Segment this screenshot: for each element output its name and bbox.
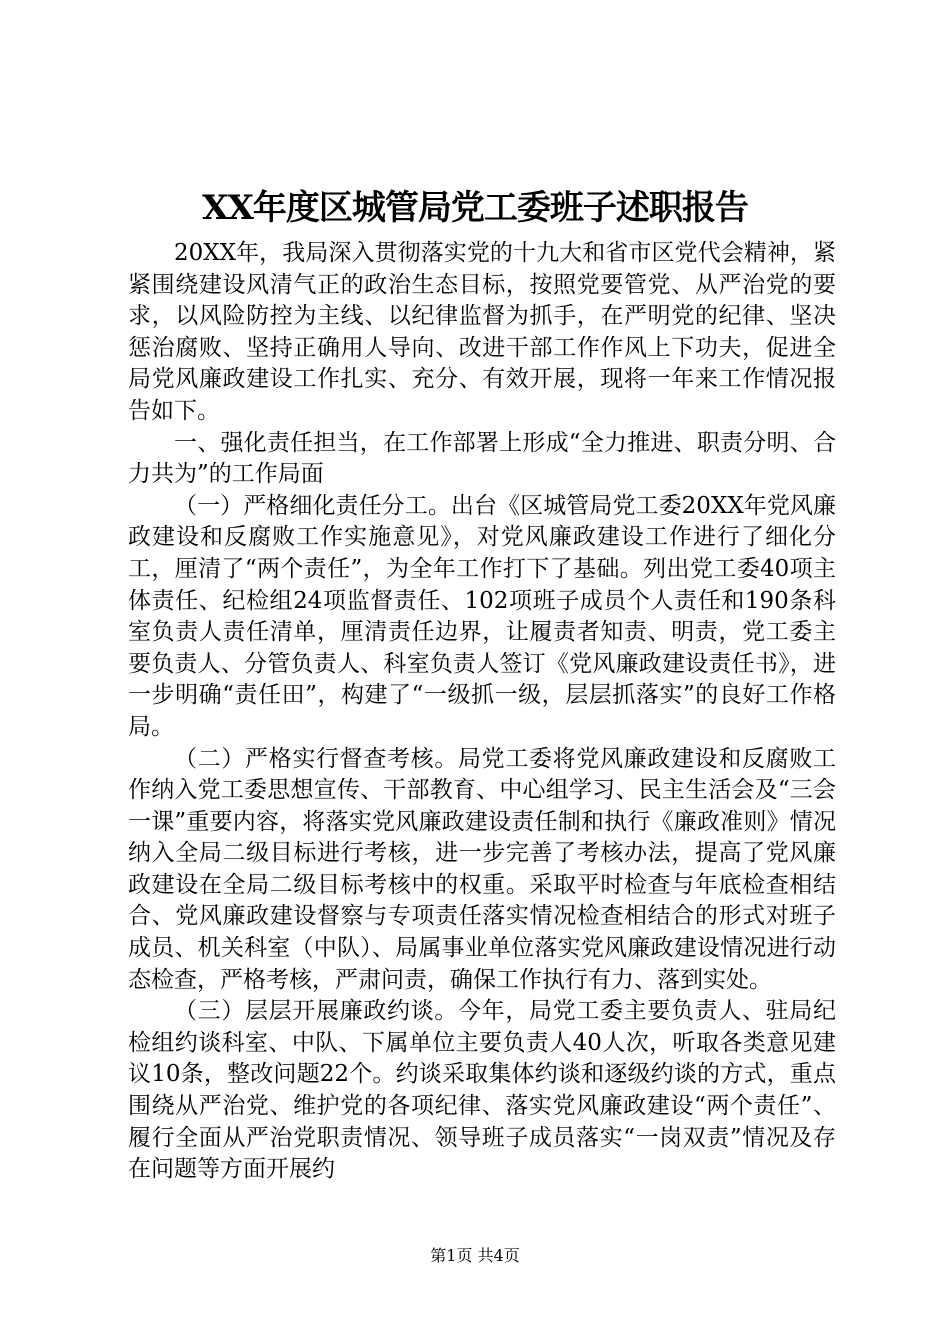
- paragraph-item-1: （一）严格细化责任分工。出台《区城管局党工委20XX年党风廉政建设和反腐败工作实施意见》，对党风廉政建设工作进行了细化分工，厘清了“两个责任”，为全年工作打下了基础。列出党工委40项主体责任、纪检组24项监督责任、102项班子成员个人责任和190条科室负责人责任清单，厘清责任边界，让履责者知责、明责，党工委主要负责人、分管负责人、科室负责人签订《党风廉政建设责任书》，进一步明确“责任田”，构建了“一级抓一级，层层抓落实”的良好工作格局。: [128, 492, 836, 740]
- document-title: XX年度区城管局党工委班子述职报告: [202, 188, 748, 228]
- document-body: [128, 238, 836, 1186]
- paragraph-item-2: （二）严格实行督查考核。局党工委将党风廉政建设和反腐败工作纳入党工委思想宣传、干部教育、中心组学习、民主生活会及“三会一课”重要内容，将落实党风廉政建设责任制和执行《廉政准则》情况纳入全局二级目标进行考核，进一步完善了考核办法，提高了党风廉政建设在全局二级目标考核中的权重。采取平时检查与年底检查相结合、党风廉政建设督察与专项责任落实情况检查相结合的形式对班子成员、机关科室（中队）、局属事业单位落实党风廉政建设情况进行动态检查，严格考核，严肃问责，确保工作执行有力、落到实处。: [128, 745, 836, 993]
- paragraph-item-3: （三）层层开展廉政约谈。今年，局党工委主要负责人、驻局纪检组约谈科室、中队、下属单位主要负责人40人次，听取各类意见建议10条，整改问题22个。约谈采取集体约谈和逐级约谈的方式，重点围绕从严治党、维护党的各项纪律、落实党风廉政建设“两个责任”、履行全面从严治党职责情况、领导班子成员落实“一岗双责”情况及存在问题等方面开展约: [128, 998, 836, 1183]
- paragraph-intro: 20XX年，我局深入贯彻落实党的十九大和省市区党代会精神，紧紧围绕建设风清气正的政治生态目标，按照党要管党、从严治党的要求，以风险防控为主线、以纪律监督为抓手，在严明党的纪律、坚决惩治腐败、坚持正确用人导向、改进干部工作作风上下功夫，促进全局党风廉政建设工作扎实、充分、有效开展，现将一年来工作情况报告如下。: [128, 240, 836, 424]
- page-number-footer: 第1页 共4页: [430, 1246, 520, 1265]
- section-heading-1: 一、强化责任担当，在工作部署上形成“全力推进、职责分明、合力共为”的工作局面: [128, 429, 836, 488]
